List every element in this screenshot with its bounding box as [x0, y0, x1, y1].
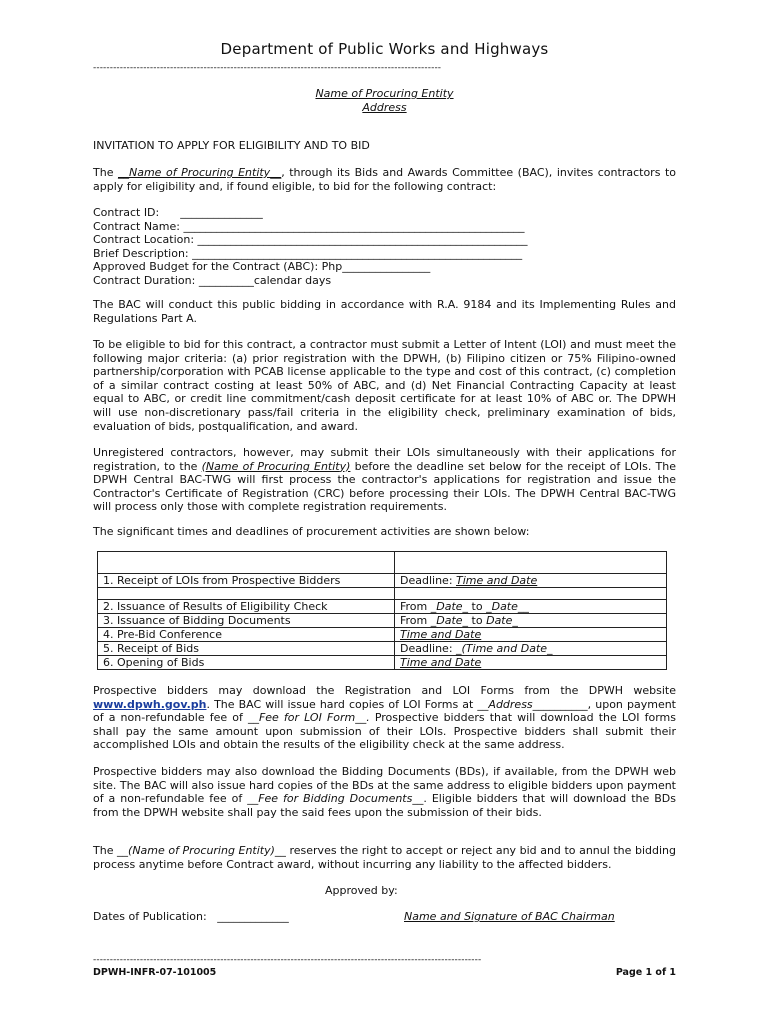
date-prefix: From	[400, 600, 431, 613]
field-label: Contract Location:	[93, 233, 195, 247]
approved-by-label: Approved by:	[325, 884, 398, 897]
p3-entity: (Name of Procuring Entity)	[201, 459, 351, 473]
intro-text: The	[93, 166, 118, 179]
p5-text: Prospective bidders may download the Registration and LOI Forms from the DPWH website	[93, 684, 676, 697]
field-label: Brief Description:	[93, 246, 189, 260]
schedule-table	[97, 551, 667, 670]
p3-text-rest: before the deadline set below for the receipt of LOIs. The DPWH Central BAC-TWG will first process the contractor's applications for registration and issue the Contractor's Certificate of Registration (CRC) before processing their LOIs. The DPWH Central BAC-TWG will process only those with complete registration requirements.	[93, 459, 676, 514]
p6-fee: __Fee for Bidding Documents__	[247, 792, 424, 806]
field-label: Contract Name:	[93, 219, 180, 233]
duration-suffix: calendar days	[253, 273, 332, 287]
date-cell	[395, 600, 667, 614]
activity-cell: 5. Receipt of Bids	[98, 642, 395, 656]
p6-text: Prospective bidders may also download the Bidding Documents (BDs), if available, from the DPWH web site. The BAC will also issue hard copies of the BDs at the same address to eligible bidders upon payment of a non-refundable fee of	[93, 765, 676, 806]
abc-blank[interactable]: ________________	[342, 260, 431, 274]
date-value-2: Date_	[486, 614, 518, 627]
date-value: Time and Date	[400, 628, 482, 641]
contract-duration-blank[interactable]: __________	[198, 273, 254, 287]
p7-text-rest: reserves the right to accept or reject any bid and to annul the bidding process anytime before Contract award, without incurring any liability to the affected bidders.	[93, 844, 676, 871]
date-cell	[395, 574, 667, 588]
table-row	[98, 600, 667, 614]
bidding-documents-paragraph	[93, 765, 676, 819]
field-contract-name	[93, 220, 676, 234]
date-value: _Date_	[430, 614, 469, 627]
header-rule: --------------------------------------------------------------------------------------------------------	[93, 63, 442, 73]
p5-address: __Address__________	[477, 697, 588, 711]
field-label: Approved Budget for the Contract (ABC): Php	[93, 260, 343, 274]
dates-blank[interactable]: _____________	[217, 910, 289, 923]
reservation-paragraph	[93, 844, 676, 871]
p5-text-mid2: , upon payment of a non-refundable fee of	[93, 697, 676, 725]
activity-cell: 1. Receipt of LOIs from Prospective Bidders	[98, 574, 395, 588]
date-cell	[395, 642, 667, 656]
table-row	[98, 588, 667, 600]
p5-text-rest: Prospective bidders that will download the LOI forms shall pay the same amount upon submission of their LOIs. Prospective bidders shall submit their accomplished LOIs and obtain the results of the eligibility check at the same address.	[93, 711, 677, 752]
dpwh-website-link[interactable]: www.dpwh.gov.ph	[93, 697, 207, 711]
date-prefix: Deadline:	[400, 642, 457, 655]
field-label: Contract ID:	[93, 206, 160, 219]
p3-text: Unregistered contractors, however, may submit their LOIs simultaneously with their applications for registration, to the	[93, 446, 676, 473]
field-label: Contract Duration:	[93, 273, 196, 287]
p6-text-rest: . Eligible bidders that will download the BDs from the DPWH website shall pay the said fees upon the submission of their bids.	[93, 792, 676, 819]
p7-text: The	[93, 844, 118, 857]
contract-location-blank[interactable]: ____________________________________________________________	[197, 233, 528, 247]
p7-entity: __(Name of Procuring Entity)__	[117, 844, 286, 857]
table-row	[98, 656, 667, 670]
date-value: Time and Date	[400, 656, 482, 669]
dates-label: Dates of Publication:	[93, 910, 207, 923]
date-cell	[395, 628, 667, 642]
field-contract-duration	[93, 274, 676, 288]
contract-name-blank[interactable]: ______________________________________________________________	[183, 219, 525, 233]
brief-description-blank[interactable]: ____________________________________________________________	[192, 246, 523, 260]
table-row	[98, 552, 667, 574]
footer-rule: --------------------------------------------------------------------------------------------------------------------	[93, 955, 482, 965]
date-cell	[395, 614, 667, 628]
field-brief-description	[93, 247, 676, 261]
date-value: _(Time and Date_	[456, 642, 553, 655]
page-number: Page 1 of 1	[615, 967, 676, 978]
intro-entity: __Name of Procuring Entity__	[118, 166, 282, 179]
procuring-entity-name: Name of Procuring Entity	[315, 87, 454, 100]
document-code: DPWH-INFR-07-101005	[93, 967, 217, 978]
schedule-intro: The significant times and deadlines of procurement activities are shown below:	[93, 525, 530, 538]
download-paragraph	[93, 684, 676, 752]
activity-cell: 3. Issuance of Bidding Documents	[98, 614, 395, 628]
eligibility-paragraph: To be eligible to bid for this contract, a contractor must submit a Letter of Intent (LOI) and must meet the following major criteria: (a) prior registration with the DPWH, (b) Filipino citizen or 75% Filipino-owned partnership/corporation with PCAB license applicable to the type and cost of this contract, (c) completion of a similar contract costing at least 50% of ABC, and (d) Net Financial Contracting Capacity at least equal to ABC, or credit line commitment/cash deposit certificate for at least 10% of ABC or. The DPWH will use non-discretionary pass/fail criteria in the eligibility check, preliminary examination of bids, evaluation of bids, postqualification, and award.	[93, 338, 676, 433]
date-mid: to	[468, 600, 487, 613]
contract-id-blank[interactable]: _______________	[180, 206, 263, 219]
p5-text-mid: . The BAC will issue hard copies of LOI Forms at	[206, 697, 478, 711]
bac-paragraph: The BAC will conduct this public bidding in accordance with R.A. 9184 and its Implementing Rules and Regulations Part A.	[93, 298, 676, 325]
table-row	[98, 574, 667, 588]
table-row	[98, 614, 667, 628]
table-row	[98, 642, 667, 656]
date-value-2: _Date__	[486, 600, 529, 613]
field-contract-location	[93, 233, 676, 247]
date-value: _Date_	[430, 600, 469, 613]
intro-paragraph	[93, 166, 676, 193]
bac-chairman-signature: Name and Signature of BAC Chairman	[404, 910, 615, 923]
date-prefix: From	[400, 614, 431, 627]
procuring-entity-address: Address	[362, 101, 407, 114]
p5-fee: __Fee for LOI Form__.	[247, 711, 370, 725]
date-prefix: Deadline:	[400, 574, 457, 587]
activity-cell: 6. Opening of Bids	[98, 656, 395, 670]
date-cell	[395, 656, 667, 670]
table-row	[98, 628, 667, 642]
footer	[93, 966, 676, 980]
contract-fields	[93, 206, 676, 288]
date-value: Time and Date	[456, 574, 538, 587]
activity-cell: 2. Issuance of Results of Eligibility Check	[98, 600, 395, 614]
unregistered-paragraph	[93, 446, 676, 514]
field-contract-id	[93, 206, 676, 220]
intro-text-rest: , through its Bids and Awards Committee (BAC), invites contractors to apply for eligibility and, if found eligible, to bid for the following contract:	[93, 166, 676, 193]
date-mid: to	[468, 614, 487, 627]
field-abc	[93, 260, 676, 274]
page-title: Department of Public Works and Highways	[220, 40, 549, 58]
invitation-heading: INVITATION TO APPLY FOR ELIGIBILITY AND TO BID	[93, 139, 370, 152]
activity-cell: 4. Pre-Bid Conference	[98, 628, 395, 642]
